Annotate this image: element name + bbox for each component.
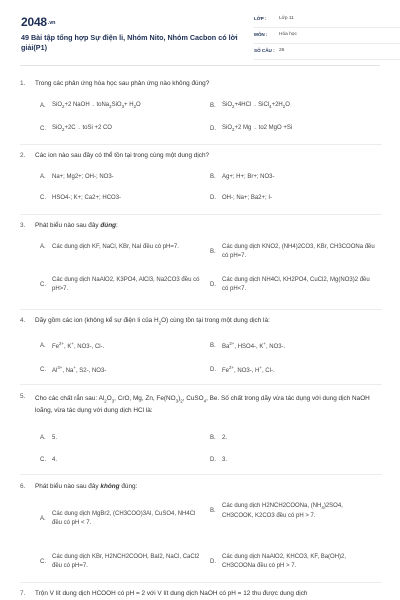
option-letter: D. bbox=[210, 125, 216, 132]
document-header bbox=[20, 0, 380, 66]
option-text: HSO4-; K+; Ca2+; HCO3- bbox=[52, 195, 122, 201]
question-6 bbox=[20, 483, 382, 492]
option-text: Na+; Mg2+; OH-; NO3- bbox=[52, 174, 114, 180]
question-number: 6. bbox=[20, 483, 26, 490]
answer-option[interactable] bbox=[210, 194, 272, 203]
option-letter: A. bbox=[40, 515, 46, 522]
answer-option[interactable] bbox=[210, 243, 375, 260]
question-number: 7. bbox=[20, 590, 26, 597]
option-letter: D. bbox=[210, 457, 216, 464]
answer-option[interactable] bbox=[210, 341, 285, 352]
question-text: Cho các chất rắn sau: $Al_2O_3$, CrO, Mg, Zn, $Fe(NO_3)_2$, CuSO$_4$, Be. Số chất trong dãy vừa tác dụng với dung dịch NaOH loãng, vừa tác dụng với dung dịch HCl là: bbox=[35, 395, 370, 414]
answer-option[interactable] bbox=[40, 365, 106, 376]
option-text: Các dung dịch KBr, H2NCH2COOH, BaI2, NaCl, CaCl2 đều có pH=7. bbox=[52, 554, 200, 569]
option-letter: B. bbox=[210, 508, 216, 515]
option-text: Các dung dịch NH4Cl, KH2PO4, CuCl2, Mg(NO3)2 đều có pH<7. bbox=[222, 277, 370, 292]
question-4 bbox=[20, 317, 382, 326]
meta-key: SỐ CÂU : bbox=[254, 48, 275, 54]
option-text: Các dung dịch MgBr2, (CH3COO)3Al, CuSO4, NH4Cl đều có pH < 7. bbox=[52, 511, 196, 526]
option-letter: C. bbox=[40, 558, 46, 565]
option-letter: C. bbox=[40, 457, 46, 464]
question-text: Phát biểu nào sau đây đúng: bbox=[35, 222, 118, 229]
meta-key: MÔN : bbox=[254, 32, 268, 38]
option-letter: B. bbox=[210, 174, 216, 181]
answer-option[interactable] bbox=[40, 510, 200, 527]
option-letter: C. bbox=[40, 125, 46, 132]
question-7 bbox=[20, 590, 382, 599]
answer-option[interactable] bbox=[40, 194, 121, 203]
site-logo[interactable] bbox=[21, 14, 55, 30]
option-text: 4. bbox=[52, 457, 58, 463]
option-text: 3. bbox=[222, 457, 228, 463]
meta-key: LỚP : bbox=[254, 16, 267, 22]
option-text: 5. bbox=[52, 435, 58, 441]
option-letter: B. bbox=[210, 343, 216, 350]
option-letter: B. bbox=[210, 435, 216, 442]
option-letter: D. bbox=[210, 367, 216, 374]
answer-option[interactable] bbox=[40, 124, 112, 134]
answer-option[interactable] bbox=[210, 101, 290, 111]
meta-row-subject bbox=[254, 28, 400, 44]
answer-option[interactable] bbox=[210, 502, 375, 520]
emphasis-word: đúng bbox=[100, 222, 117, 229]
answer-option[interactable] bbox=[40, 276, 200, 293]
question-divider bbox=[20, 144, 382, 145]
option-letter: B. bbox=[210, 248, 216, 255]
option-letter: B. bbox=[210, 102, 216, 109]
option-letter: D. bbox=[210, 281, 216, 288]
option-letter: C. bbox=[40, 195, 46, 202]
option-text: $Fe^{2+}$, K+, NO3-, Cl-. bbox=[52, 341, 105, 350]
emphasis-word: không bbox=[100, 483, 120, 490]
question-number: 4. bbox=[20, 317, 26, 324]
question-number: 1. bbox=[20, 80, 26, 87]
option-letter: A. bbox=[40, 244, 46, 251]
option-text: Các dung dịch KF, NaCl, KBr, NaI đều có pH=7. bbox=[52, 244, 179, 250]
logo-suffix: .vn bbox=[47, 20, 56, 26]
answer-option[interactable] bbox=[40, 456, 57, 465]
option-text: OH-; Na+; Ba2+; I- bbox=[222, 195, 273, 201]
option-text: SiO$_2$+2C → toSi +2 CO bbox=[52, 125, 112, 133]
option-text: $Al^{3+}$, Na+, S2-, NO3- bbox=[52, 365, 107, 374]
question-divider bbox=[20, 384, 382, 385]
question-2 bbox=[20, 152, 382, 161]
answer-option[interactable] bbox=[40, 243, 200, 252]
option-letter: A. bbox=[40, 343, 46, 350]
option-text: SiO$_2$+2 NaOH → toNa$_2$SiO$_3$+ $H_2O$ bbox=[52, 102, 141, 110]
answer-option[interactable] bbox=[210, 456, 227, 465]
question-text: Trong các phản ứng hóa học sau phản ứng nào không đúng? bbox=[35, 80, 210, 87]
question-number: 3. bbox=[20, 222, 26, 229]
option-text: $Fe^{2+}$, NO3-, H+, Cl-. bbox=[222, 365, 275, 374]
option-letter: D. bbox=[210, 558, 216, 565]
option-text: Các dung dịch NaAlO2, K3PO4, AlCl3, Na2CO3 đều có pH>7. bbox=[52, 277, 200, 292]
option-letter: C. bbox=[40, 367, 46, 374]
option-letter: A. bbox=[40, 102, 46, 109]
option-letter: A. bbox=[40, 174, 46, 181]
question-divider bbox=[20, 582, 382, 583]
answer-option[interactable] bbox=[210, 124, 292, 134]
page-title: 49 Bài tập tổng hợp Sự điện li, Nhóm Nito, Nhóm Cacbon có lời giải(P1) bbox=[21, 33, 238, 53]
answer-option[interactable] bbox=[210, 553, 375, 570]
answer-option[interactable] bbox=[40, 173, 114, 182]
option-text: 2. bbox=[222, 435, 228, 441]
answer-option[interactable] bbox=[210, 434, 227, 443]
question-text: Trộn V lít dung dịch HCOOH có pH = 2 với V lít dung dịch NaOH có pH = 12 thu được dung dịch bbox=[35, 590, 308, 597]
option-text: SiO$_2$+2 Mg → to2 MgO +Si bbox=[222, 125, 293, 133]
option-letter: D. bbox=[210, 195, 216, 202]
meta-row-count bbox=[254, 44, 400, 60]
question-divider bbox=[20, 474, 382, 475]
option-letter: A. bbox=[40, 435, 46, 442]
answer-option[interactable] bbox=[40, 101, 141, 111]
option-text: $Ba^{2+}$, HSO4-, K+, NO3-. bbox=[222, 341, 286, 350]
answer-option[interactable] bbox=[210, 365, 275, 376]
answer-option[interactable] bbox=[40, 553, 200, 570]
question-5 bbox=[20, 393, 382, 416]
meta-value: Hóa học bbox=[279, 32, 297, 38]
answer-option[interactable] bbox=[210, 276, 375, 293]
question-number: 2. bbox=[20, 152, 26, 159]
logo-main: 2048 bbox=[21, 15, 47, 29]
question-text: Dãy gồm các ion (không kể sự điện li của $H_2O$) cùng tồn tại trong một dung dịch là: bbox=[35, 317, 270, 326]
question-divider bbox=[20, 309, 382, 310]
question-divider bbox=[20, 214, 382, 215]
meta-value: Lớp 11 bbox=[279, 16, 294, 22]
question-3 bbox=[20, 222, 382, 231]
question-number: 5. bbox=[20, 393, 26, 400]
meta-value: 26 bbox=[279, 48, 285, 54]
answer-option[interactable] bbox=[40, 341, 104, 352]
meta-row-class bbox=[254, 12, 400, 28]
meta-table bbox=[254, 12, 400, 60]
question-text: Phát biểu nào sau đây không đúng: bbox=[35, 483, 138, 490]
option-text: Các dung dịch NaAlO2, KHCO3, KF, Ba(OH)2, CH3COONa đều có pH > 7. bbox=[222, 554, 347, 569]
question-text: Các ion nào sau đây có thể tồn tại trong cùng một dung dịch? bbox=[35, 152, 210, 159]
option-text: Các dung dịch KNO2, (NH4)2CO3, KBr, CH3COONa đều có pH=7. bbox=[222, 244, 375, 259]
option-text: Ag+; H+; Br+; NO3- bbox=[222, 174, 275, 180]
option-letter: C. bbox=[40, 281, 46, 288]
answer-option[interactable] bbox=[40, 434, 57, 443]
option-text: Các dung dịch H2NCH2COONa, $(NH_4)2SO4$, CH3COOK, K2CO3 đều có pH > 7. bbox=[222, 503, 343, 519]
option-text: $SiO_2+4HCl \to SiCl_4+2H_2O$ bbox=[222, 102, 290, 110]
answer-option[interactable] bbox=[210, 173, 275, 182]
question-1 bbox=[20, 80, 382, 89]
